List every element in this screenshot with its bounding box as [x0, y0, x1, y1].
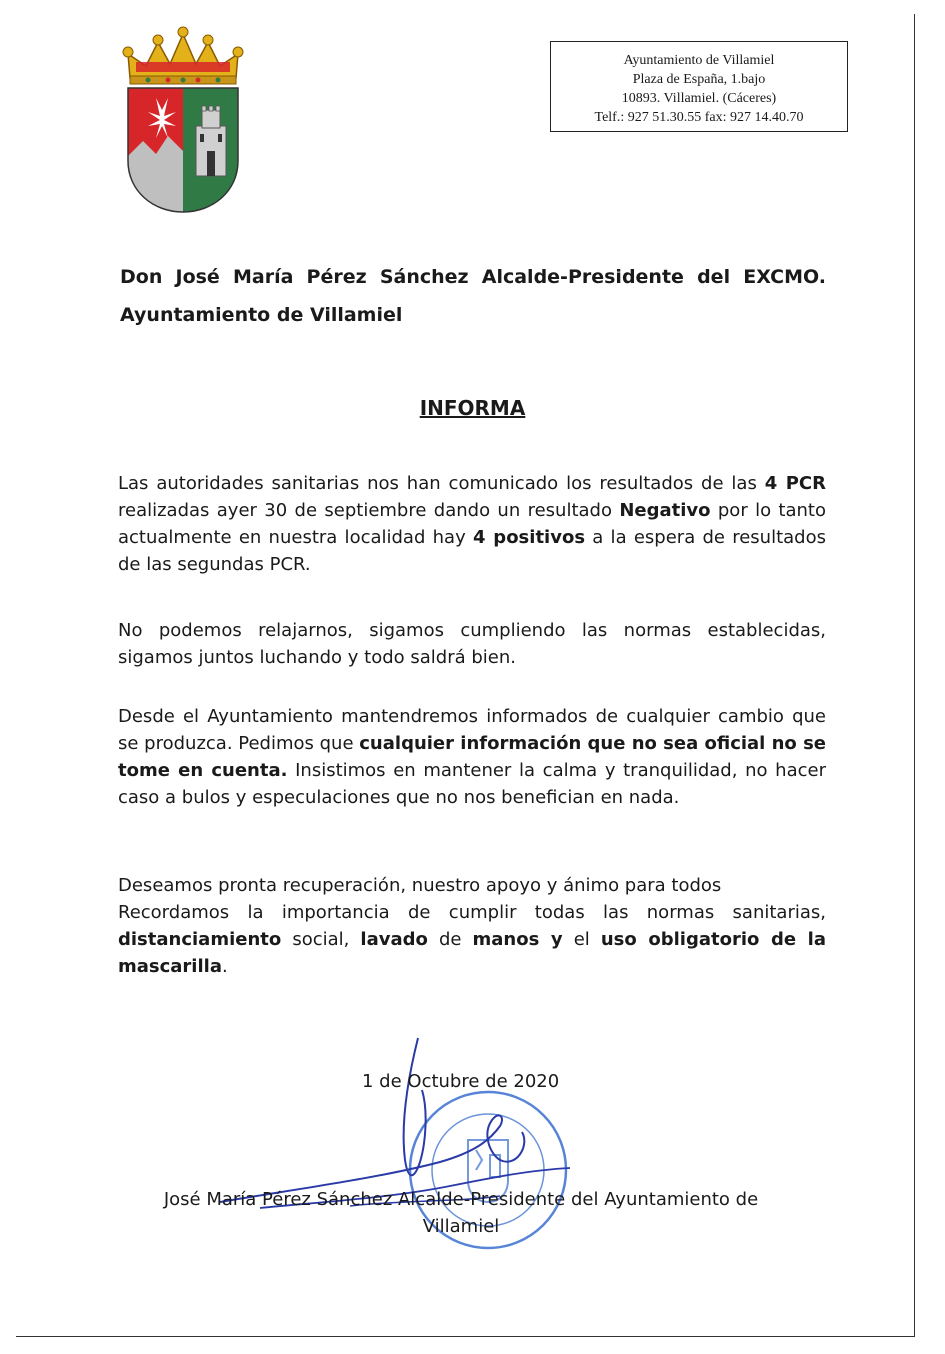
bold-text-run: cualquier información que no sea oficial no se tome en cuenta. — [118, 733, 826, 781]
address-line: 10893. Villamiel. (Cáceres) — [621, 91, 777, 106]
document-heading: INFORMA — [419, 396, 526, 420]
address-line: Ayuntamiento de Villamiel — [623, 53, 775, 68]
addressee-line-2: Ayuntamiento de Villamiel — [120, 304, 403, 326]
address-line: Telf.: 927 51.30.55 fax: 927 14.40.70 — [594, 110, 804, 125]
shield-icon — [128, 88, 238, 212]
paragraph-information — [118, 703, 826, 811]
bold-text-run: manos y — [472, 929, 563, 950]
bold-text-run: lavado — [360, 929, 428, 950]
text-run: realizadas ayer 30 de septiembre dando un resultado — [118, 500, 620, 521]
address-line: Plaza de España, 1.bajo — [632, 72, 766, 87]
text-run: por lo tanto actualmente en nuestra localidad hay — [118, 500, 826, 548]
bold-text-run: 4 PCR — [764, 473, 826, 494]
signatory-name — [146, 1186, 776, 1240]
bold-text-run: 4 positivos — [472, 527, 586, 548]
paragraph-norms — [118, 617, 826, 671]
addressee — [120, 258, 826, 334]
document-date: 1 de Octubre de 2020 — [362, 1071, 560, 1092]
signatory-line-2: Villamiel — [422, 1216, 500, 1237]
paragraph-recommendations — [118, 872, 826, 980]
coat-of-arms-logo — [118, 26, 248, 216]
text-run: a la espera de resultados de las segundas PCR. — [118, 527, 826, 575]
crown-icon — [123, 27, 243, 84]
text-run: social, — [281, 929, 361, 950]
text-run: No podemos relajarnos, sigamos cumpliendo las normas establecidas, sigamos juntos luchando y todo saldrá bien. — [118, 620, 826, 668]
text-run: Desde el Ayuntamiento mantendremos informados de cualquier cambio que se produzca. Pedimos que — [118, 706, 826, 754]
text-run: Recordamos la importancia de cumplir todas las normas sanitarias, — [118, 902, 826, 923]
bold-text-run: Negativo — [619, 500, 711, 521]
letterhead-address-box — [550, 41, 848, 132]
bold-text-run: distanciamiento — [118, 929, 282, 950]
text-run: Las autoridades sanitarias nos han comunicado los resultados de las — [118, 473, 765, 494]
text-run: Insistimos en mantener la calma y tranquilidad, no hacer caso a bulos y especulaciones que no nos benefician en nada. — [118, 760, 826, 808]
paragraph-results — [118, 470, 826, 578]
text-run: de — [427, 929, 473, 950]
text-run: el — [562, 929, 601, 950]
bold-text-run: uso obligatorio de la mascarilla — [118, 929, 826, 977]
addressee-line-1: Don José María Pérez Sánchez Alcalde-Presidente del EXCMO. — [120, 266, 826, 288]
text-run: Deseamos pronta recuperación, nuestro apoyo y ánimo para todos — [118, 875, 722, 896]
text-run: . — [221, 956, 228, 977]
signatory-line-1: José María Pérez Sánchez Alcalde-Presidente del Ayuntamiento de — [163, 1189, 759, 1210]
